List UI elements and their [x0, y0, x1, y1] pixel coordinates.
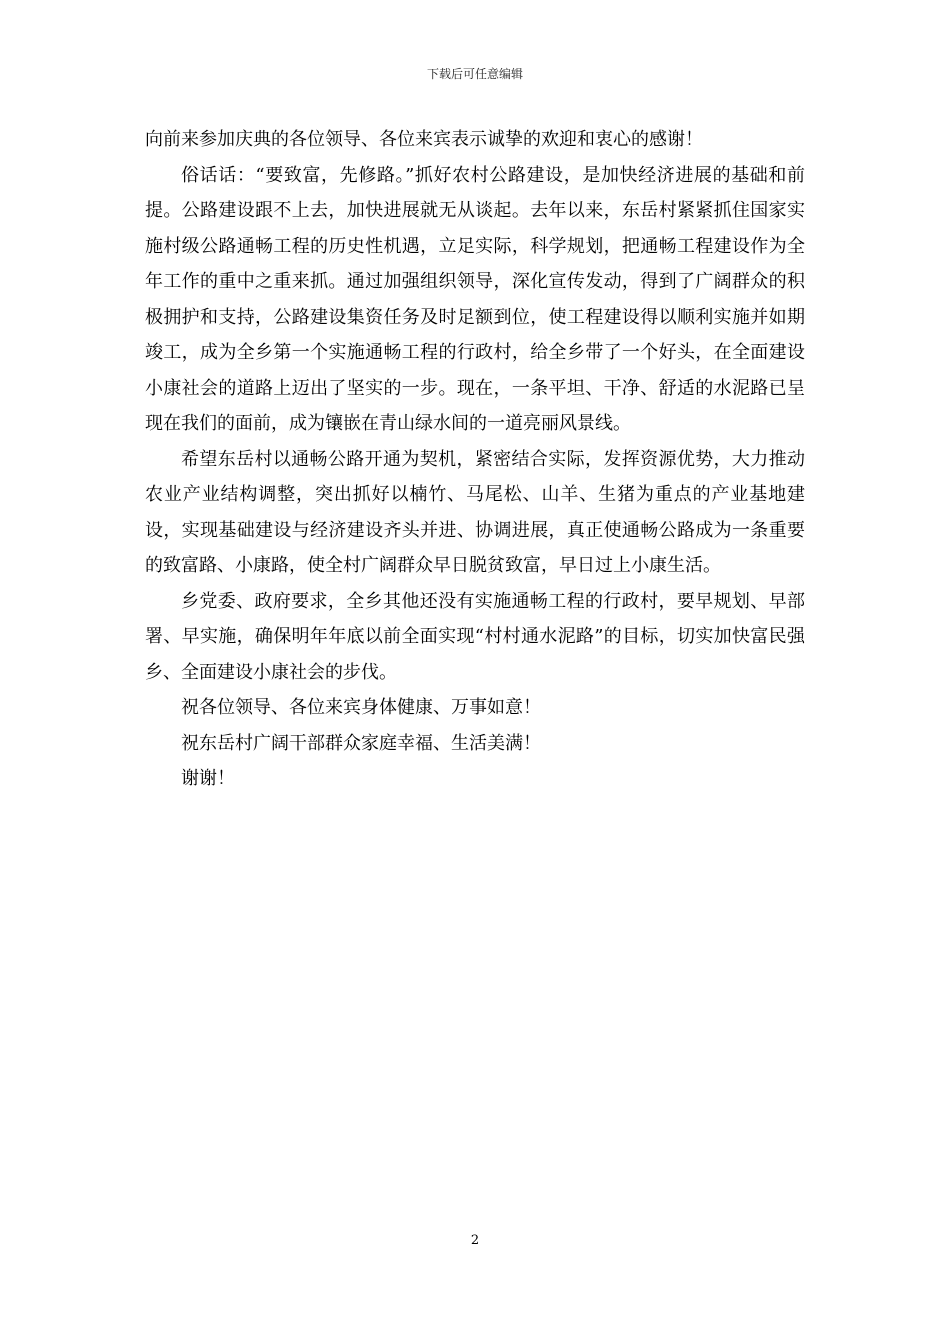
- document-body: [145, 122, 805, 797]
- paragraph-road-building: 俗话话：“要致富，先修路。”抓好农村公路建设，是加快经济进展的基础和前提。公路建设跟不上去，加快进展就无从谈起。去年以来，东岳村紧紧抓住国家实施村级公路通畅工程的历史性机遇，立足实际，科学规划，把通畅工程建设作为全年工作的重中之重来抓。通过加强组织领导，深化宣传发动，得到了广阔群众的积极拥护和支持，公路建设集资任务及时足额到位，使工程建设得以顺利实施并如期竣工，成为全乡第一个实施通畅工程的行政村，给全乡带了一个好头，在全面建设小康社会的道路上迈出了坚实的一步。现在，一条平坦、干净、舒适的水泥路已呈现在我们的面前，成为镶嵌在青山绿水间的一道亮丽风景线。: [145, 164, 805, 434]
- paragraph-wish-villagers: 祝东岳村广阔干部群众家庭幸福、生活美满！: [181, 732, 541, 754]
- paragraph-thanks: 谢谢！: [181, 768, 235, 789]
- page-number: 2: [470, 1233, 480, 1248]
- paragraph-wish-guests: 祝各位领导、各位来宾身体健康、万事如意！: [181, 697, 541, 718]
- paragraph-requirements: 乡党委、政府要求，全乡其他还没有实施通畅工程的行政村，要早规划、早部署、早实施，确保明年年底以前全面实现“村村通水泥路”的目标，切实加快富民强乡、全面建设小康社会的步伐。: [145, 590, 805, 683]
- page-header: 下载后可任意编辑: [426, 67, 523, 81]
- paragraph-hope: 希望东岳村以通畅公路开通为契机，紧密结合实际，发挥资源优势，大力推动农业产业结构调整，突出抓好以楠竹、马尾松、山羊、生猪为重点的产业基地建设，实现基础建设与经济建设齐头并进、协调进展，真正使通畅公路成为一条重要的致富路、小康路，使全村广阔群众早日脱贫致富，早日过上小康生活。: [145, 448, 805, 576]
- paragraph-welcome-continued: 向前来参加庆典的各位领导、各位来宾表示诚挚的欢迎和衷心的感谢！: [145, 129, 703, 150]
